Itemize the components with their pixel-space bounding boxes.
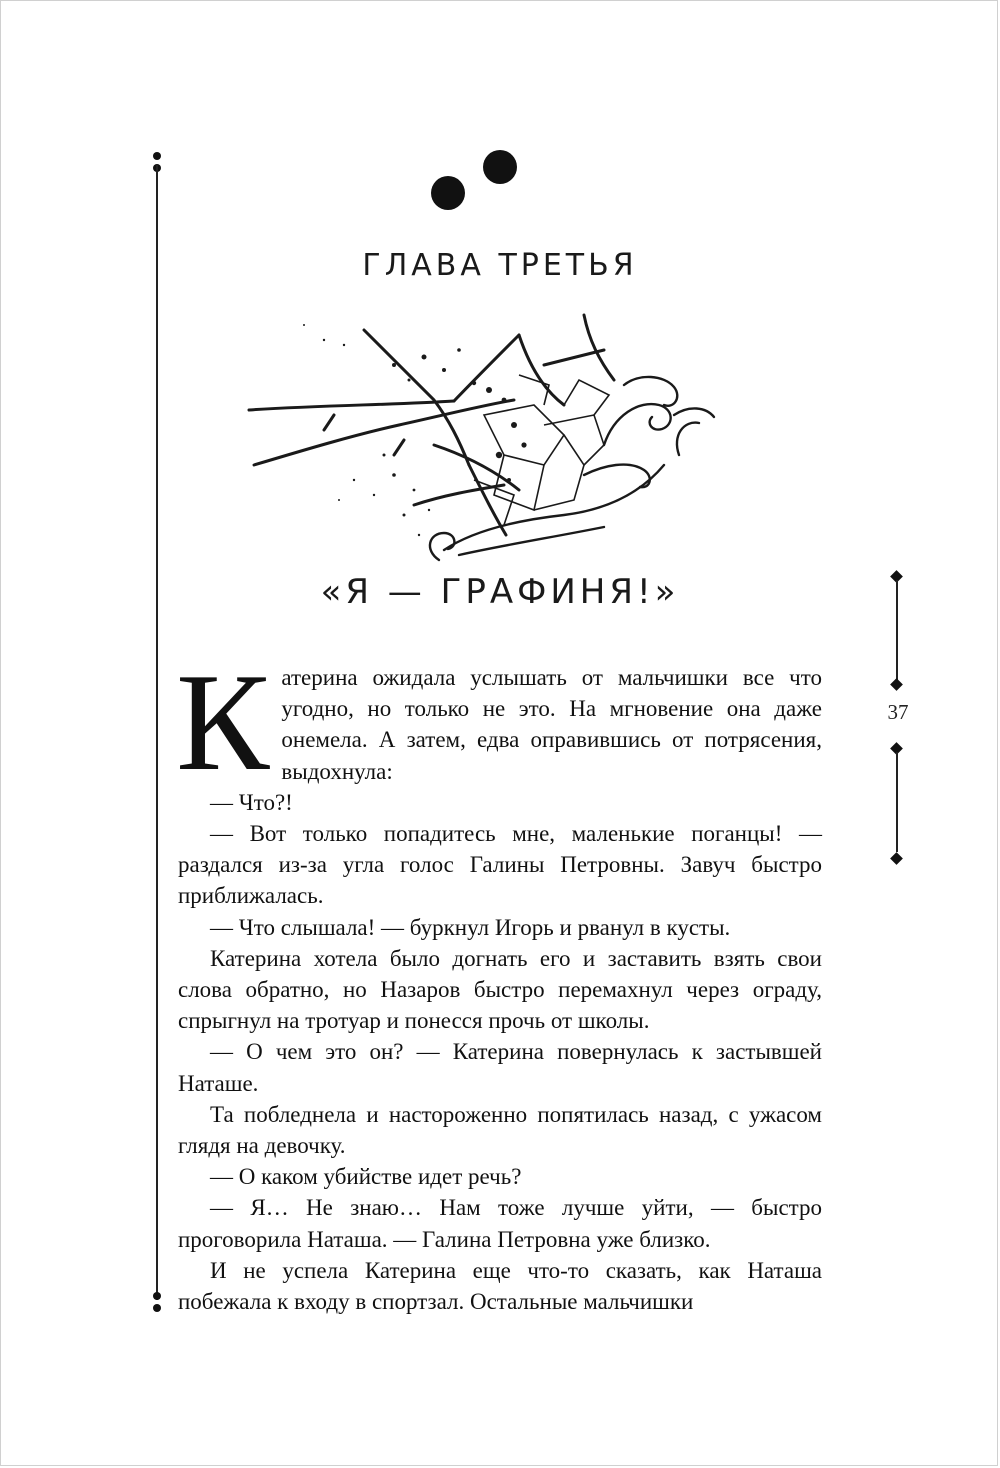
rule-line (896, 580, 898, 680)
left-decorative-rule (150, 150, 164, 1316)
moon-phases-icon (420, 145, 580, 225)
rule-dot (153, 152, 161, 160)
paragraph: — Что?! (210, 789, 293, 815)
rule-dot (153, 1292, 161, 1300)
rule-line (156, 164, 158, 1300)
paragraph: Катерина хотела было догнать его и заставить взять свои слова обратно, но Назаров быстро перемахнул через ограду, спрыгнул на тротуар и понесся прочь от школы. (178, 945, 822, 1034)
cracked-ice-wave-illustration (244, 305, 724, 575)
paragraph: Та побледнела и настороженно попятилась назад, с ужасом глядя на девочку. (178, 1101, 822, 1159)
paragraph: — Вот только попадитесь мне, маленькие поганцы! — раздался из-за угла голос Галины Петровны. Завуч быстро приближалась. (178, 821, 822, 909)
paragraph: — Что слышала! — буркнул Игорь и рванул в кусты. (210, 914, 731, 940)
rule-diamond (890, 678, 903, 691)
paragraph: — О каком убийстве идет речь? (210, 1164, 522, 1190)
chapter-title: «Я — ГРАФИНЯ!» (320, 572, 680, 612)
paragraph: — Я… Не знаю… Нам тоже лучше уйти, — быстро проговорила Наташа. — Галина Петровна уже близко. (178, 1195, 822, 1252)
paragraph: И не успела Катерина еще что-то сказать, как Наташа побежала к входу в спортзал. Остальные мальчишки (178, 1257, 822, 1315)
chapter-label: ГЛАВА ТРЕТЬЯ (362, 248, 638, 283)
drop-cap: К (176, 645, 270, 800)
rule-diamond (890, 852, 903, 865)
body-text (176, 645, 822, 1317)
paragraph: атерина ожидала услышать от мальчишки все что угодно, но только не это. На мгновение она даже онемела. А затем, едва оправившись от потрясения, выдохнула: (281, 665, 822, 784)
page-number: 37 (887, 700, 909, 724)
rule-dot (153, 1304, 161, 1312)
paragraph: — О чем это он? — Катерина повернулась к застывшей Наташе. (178, 1039, 822, 1096)
rule-line (896, 752, 898, 852)
